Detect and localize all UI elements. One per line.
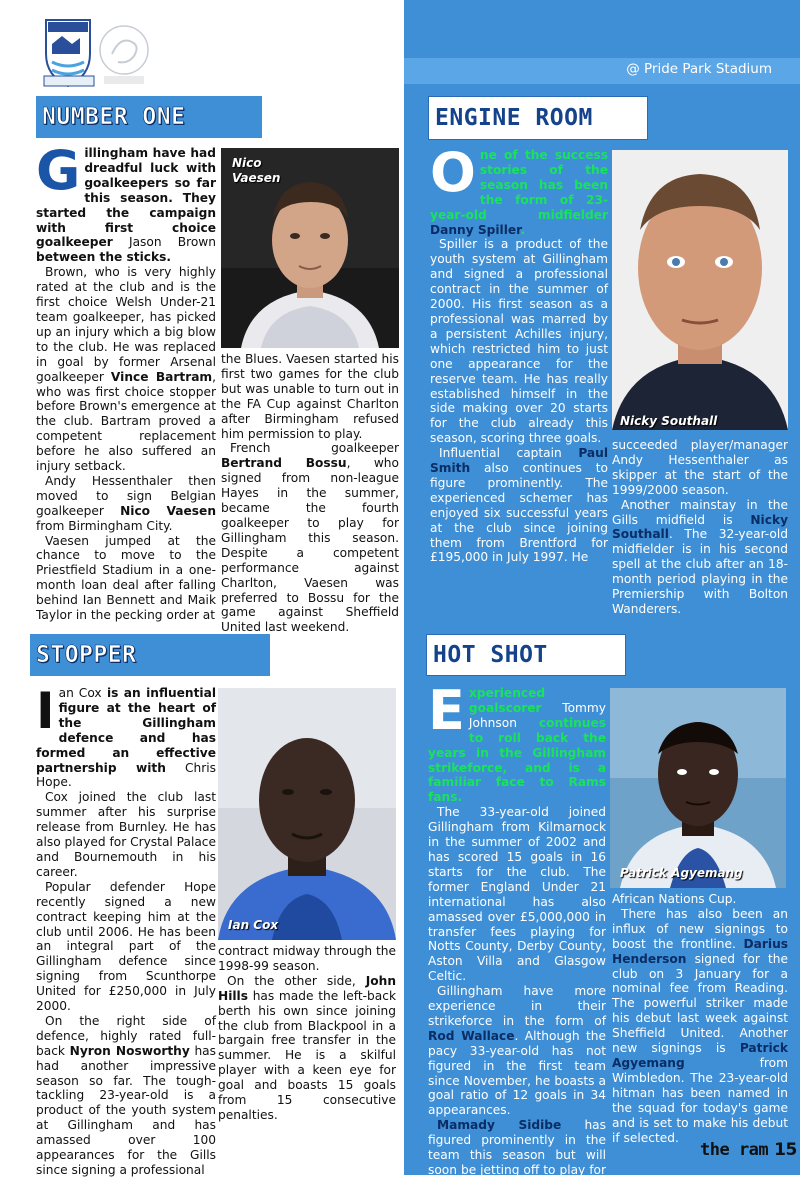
paragraph: Brown, who is very highly rated at the club and is the first choice Welsh Under-21 team goalkeeper, has picked up an injury which a big blow to the club. He was replaced in goal by former Arsenal goalkeeper <box>36 265 216 384</box>
paragraph: Popular defender Hope recently signed a new contract keeping him at the club until 2006. He has been an integral part of the Gillingham defence since signing from Scunthorpe United for £250,000 in July 2000. <box>36 879 216 1014</box>
paragraph: the Blues. Vaesen started his first two games for the club but was unable to turn out in the FA Cup against Charlton after Birmingham refused him permission to play. <box>221 352 399 441</box>
number-one-heading: NUMBER ONE <box>36 96 262 138</box>
nicky-southall-photo <box>612 150 788 430</box>
lead-name: Tommy Johnson <box>468 700 606 730</box>
hot-shot-column-1 <box>428 679 607 1192</box>
player-name: Darius Henderson <box>612 936 789 966</box>
lead-text: is an influential figure at the heart of the Gillingham defence and has formed an effective partnership with <box>36 686 216 775</box>
paragraph: . Although the pacy 33-year-old has not figured in the first team since November, he boasts a goal ratio of 12 goals in 34 appearances. <box>428 1028 607 1118</box>
player-name: Paul Smith <box>430 446 608 476</box>
lead-name: Jason Brown <box>112 235 216 250</box>
stopper-heading: STOPPER <box>30 634 270 676</box>
player-name: Nyron Nosworthy <box>69 1043 190 1058</box>
paragraph: has had another impressive season so far. The tough-tackling 23-year-old is a product of the youth system at Gillingham and has amassed over 100 appearances for the Gills since signing a professional <box>36 1043 216 1177</box>
patrick-agyemang-caption: Patrick Agyemang <box>620 866 743 880</box>
lead-text: illingham have had dreadful luck with goalkeepers so far this season. They started the campaign with first choice goalkeeper <box>36 146 216 250</box>
paragraph: On the right side of defence, highly rated full-back <box>36 1013 216 1058</box>
paragraph: Influential captain <box>439 446 562 461</box>
paragraph: Andy Hessenthaler then moved to sign Belgian goalkeeper <box>36 473 216 518</box>
stopper-column-2 <box>218 944 396 1164</box>
player-name: Vince Bartram <box>110 369 213 384</box>
engine-room-heading: ENGINE ROOM <box>428 96 648 140</box>
club-crests-logo <box>38 14 158 94</box>
player-name: Nico Vaesen <box>120 503 216 518</box>
venue-header: @ Pride Park Stadium <box>626 61 772 77</box>
ian-cox-caption: Ian Cox <box>228 918 279 932</box>
paragraph: also continues to figure prominently. The experienced schemer has enjoyed six successful years at the club since joining them from Brentford for £195,000 in July 1997. He <box>430 461 608 565</box>
paragraph: , who signed from non-league Hayes in the summer, became the fourth goalkeeper to play for Gillingham this season. Despite a competent performance against Charlton, Vaesen was preferred to Bossu for the game against Sheffield United last weekend. <box>221 456 399 635</box>
paragraph: African Nations Cup. <box>612 892 737 906</box>
hot-shot-heading: HOT SHOT <box>426 634 626 676</box>
patrick-agyemang-photo <box>610 688 786 888</box>
player-name: Bertrand Bossu <box>221 456 347 471</box>
dropcap: I <box>36 682 55 740</box>
ian-cox-photo <box>218 688 396 940</box>
magazine-name: the ram <box>700 1140 769 1160</box>
paragraph: , who was first choice stopper before Brown's emergence at the club. Bartram proved a competent replacement before he also suffered an injury setback. <box>36 369 217 474</box>
engine-room-column-2 <box>612 438 788 622</box>
paragraph: from Birmingham City. <box>36 518 173 533</box>
lead-text: ne of the success stories of the season has been the form of 23-year-old midfielder <box>430 148 608 222</box>
lead-end: . <box>520 222 526 237</box>
paragraph: There has also been an influx of new signings to boost the frontline. <box>612 906 788 951</box>
caption-line: Vaesen <box>232 171 281 185</box>
dropcap: O <box>430 141 476 204</box>
player-name: Mamady Sidibe <box>437 1118 562 1133</box>
lead-name: an Cox <box>58 686 102 700</box>
paragraph: Spiller is a product of the youth system at Gillingham and signed a professional contract in the summer of 2000. His first season as a professional was marred by a persistent Achilles injury, which restricted him to just one appearance for the reserve team. He has really established himself in the side making over 20 starts for the club already this season, scoring three goals. <box>430 237 608 446</box>
number-one-column-2 <box>221 352 399 635</box>
nicky-southall-caption: Nicky Southall <box>620 414 718 428</box>
page-number: 15 <box>774 1140 797 1160</box>
number-one-column-1 <box>36 139 217 623</box>
lead-text: between the sticks. <box>36 250 172 265</box>
lead-name: Danny Spiller <box>430 222 521 237</box>
stopper-column-1 <box>36 682 216 1177</box>
paragraph: has made the left-back berth his own since joining the club from Blackpool in a bargain free transfer in the summer. He is a skilful player with a keen eye for goal and boasts 15 goals from 15 consecutive penalties. <box>218 988 396 1122</box>
dropcap: E <box>428 679 465 742</box>
paragraph: has figured prominently in the team this season but will soon be jetting off to play for Mali in the <box>428 1118 606 1192</box>
paragraph: signed for the club on 3 January for a nominal fee from Reading. The powerful striker made his debut last week against Sheffield United. Another new signings is <box>612 951 788 1056</box>
paragraph: succeeded player/manager Andy Hessenthaler as skipper at the start of the 1999/2000 season. <box>612 438 788 497</box>
paragraph: Gillingham have more experience in their strikeforce in the form of <box>428 984 606 1028</box>
player-name: Patrick Agyemang <box>612 1041 788 1070</box>
paragraph: On the other side, <box>227 973 356 988</box>
paragraph: Another mainstay in the Gills midfield is <box>612 497 788 527</box>
paragraph: French goalkeeper <box>230 441 399 456</box>
paragraph: from Wimbledon. The 23-year-old hitman has been named in the squad for today's game and is set to make his debut if selected. <box>612 1055 788 1145</box>
player-name: John Hills <box>218 973 396 1003</box>
paragraph: contract midway through the 1998-99 season. <box>218 944 396 973</box>
paragraph: The 33-year-old joined Gillingham from Kilmarnock in the summer of 2002 and has scored 15 goals in 16 starts for the club. The former England Under 21 international has also amassed over £5,000,000 in transfer fees playing for Notts County, Derby County, Aston Villa and Glasgow Celtic. <box>428 805 606 984</box>
caption-line: Nico <box>232 156 262 170</box>
lead-end: . <box>67 775 72 790</box>
nico-vaesen-caption <box>232 156 280 186</box>
player-name: Rod Wallace <box>428 1028 515 1043</box>
hot-shot-column-2 <box>612 892 789 1145</box>
lead-name: Chris Hope <box>36 760 216 790</box>
engine-room-column-1 <box>430 141 608 620</box>
paragraph: Vaesen jumped at the chance to move to the Priestfield Stadium in a one-month loan deal after falling behind Ian Bennett and Maik Taylor in the pecking order at <box>36 533 216 623</box>
page-footer <box>700 1140 797 1160</box>
paragraph: Cox joined the club last summer after his surprise release from Burnley. He has also played for Crystal Palace and Bournemouth in his career. <box>36 790 216 879</box>
paragraph: . The 32-year-old midfielder is in his second spell at the club after an 18-month period playing in the Premiership with Bolton Wanderers. <box>612 527 788 616</box>
lead-text: continues to roll back the years in the Gillingham strikeforce, and is a familiar face to Rams fans. <box>428 715 606 805</box>
dropcap: G <box>36 139 81 202</box>
player-name: Nicky Southall <box>612 512 789 542</box>
lead-text: xperienced goalscorer <box>468 686 546 715</box>
